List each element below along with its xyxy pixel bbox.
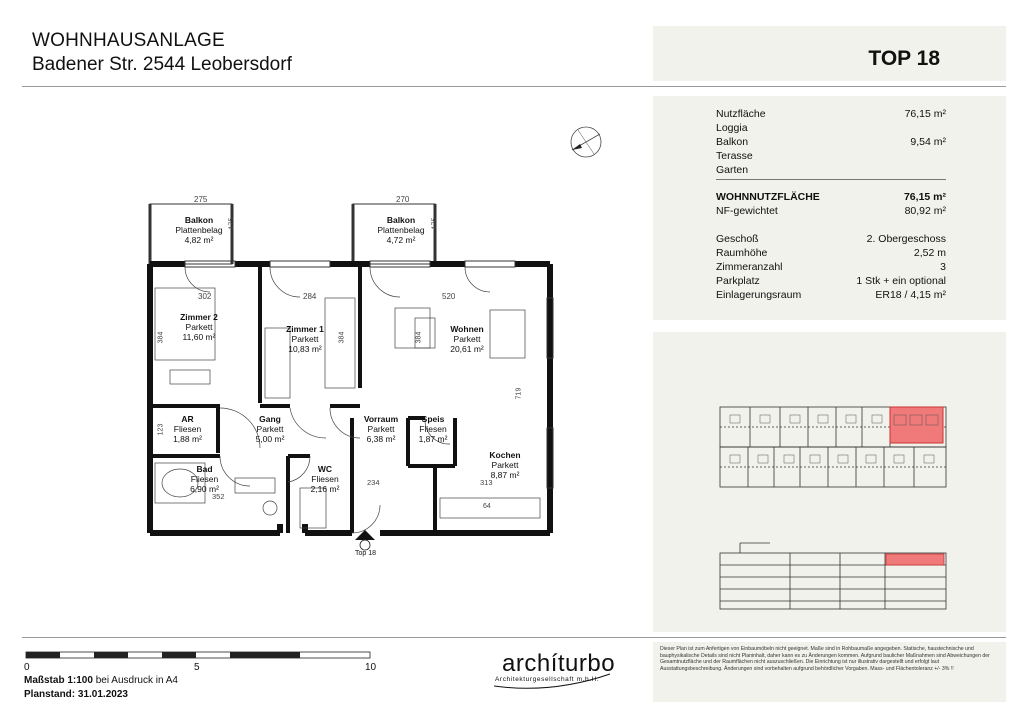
scale-tick-5: 5	[194, 662, 200, 673]
keyplan-section	[710, 535, 950, 615]
scale-tick-0: 0	[24, 662, 30, 673]
unit-panel	[653, 26, 1006, 81]
project-address: Badener Str. 2544 Leobersdorf	[32, 54, 292, 75]
dim-719: 719	[515, 387, 523, 400]
dim-384-a: 384	[157, 331, 165, 344]
room-vorraum: Vorraum Parkett 6,38 m²	[363, 414, 399, 444]
room-kochen: Kochen Parkett 8,87 m²	[489, 450, 521, 480]
company-logo: archíturbo	[502, 650, 616, 677]
room-balkon-2: Balkon Plattenbelag 4,72 m²	[377, 215, 425, 245]
dim-284: 284	[303, 292, 317, 301]
dim-313: 313	[480, 478, 493, 487]
dim-352: 352	[212, 492, 225, 501]
room-wohnen: Wohnen Parkett 20,61 m²	[450, 324, 484, 354]
room-zimmer-2: Zimmer 2 Parkett 11,60 m²	[180, 312, 218, 342]
entrance-label: Top 18	[355, 550, 377, 557]
room-wc: WC Fliesen 2,16 m²	[310, 464, 340, 494]
dim-275: 275	[194, 195, 208, 204]
spec-divider	[716, 179, 946, 180]
header-divider	[22, 86, 1006, 87]
room-gang: Gang Parkett 5,00 m²	[255, 414, 285, 444]
dim-64: 64	[483, 503, 491, 510]
spec-table: Nutzfläche 76,15 m² Loggia Balkon 9,54 m² Terasse Garten WOHNNUTZFLÄCHE 76,15 m² NF-gewichtet 80,92 m² Geschoß 2. Obergeschoss Raumhöhe 2,52 m Zimmeranzahl 3 Parkplatz 1 Stk + ein optional Einlagerungsraum ER18 / 4,15 m²	[716, 108, 946, 301]
room-zimmer-1: Zimmer 1 Parkett 10,83 m²	[286, 324, 324, 354]
project-title: WOHNHAUSANLAGE	[32, 30, 225, 51]
planstand: Planstand: 31.01.2023	[24, 689, 128, 700]
footer-divider	[22, 637, 1006, 638]
dim-520: 520	[442, 292, 456, 301]
dim-302: 302	[198, 292, 212, 301]
room-balkon-1: Balkon Plattenbelag 4,82 m²	[175, 215, 223, 245]
unit-number: TOP 18	[868, 47, 940, 70]
room-speis: Speis Fliesen 1,87 m²	[418, 414, 448, 444]
dim-123: 123	[157, 423, 165, 436]
scale-tick-10: 10	[365, 662, 377, 673]
keyplan-floor	[710, 395, 950, 495]
company-subtitle: Architekturgesellschaft m.b.H.	[495, 676, 600, 683]
disclaimer: Dieser Plan ist zum Anfertigen von Einbaumöbeln nicht geeignet. Maße sind in Rohbaumaße angegeben. Statische, haustechnische und bauphysikalische Details sind nicht Planinhalt, daher kann es zu Änderungen kommen. Aufgrund baulicher Maßnahmen sind Abweichungen der Gesamtnutzfläche und der Raumflächen nicht auszuschließen. Die Einrichtung ist nur illustrativ dargestellt und erfolgt laut Ausstattungsbeschreibung. Änderungen sind vorbehalten aufgrund behördlicher Vorgaben. Mass- und Flächentoleranz +/- 3% !!	[660, 646, 990, 672]
dim-384-c: 384	[415, 331, 423, 344]
room-ar: AR Fliesen 1,88 m²	[173, 414, 202, 444]
dim-175-b: 175	[431, 217, 439, 230]
logo-swoosh-icon	[492, 672, 612, 690]
north-arrow-icon	[566, 122, 606, 162]
dim-234: 234	[367, 478, 380, 487]
scale-text: Maßstab 1:100 bei Ausdruck in A4	[24, 675, 178, 686]
room-bad: Bad Fliesen 6,90 m²	[190, 464, 219, 494]
floor-plan	[140, 188, 570, 570]
dim-270: 270	[396, 195, 410, 204]
dim-175-a: 175	[228, 217, 236, 230]
dim-384-b: 384	[338, 331, 346, 344]
